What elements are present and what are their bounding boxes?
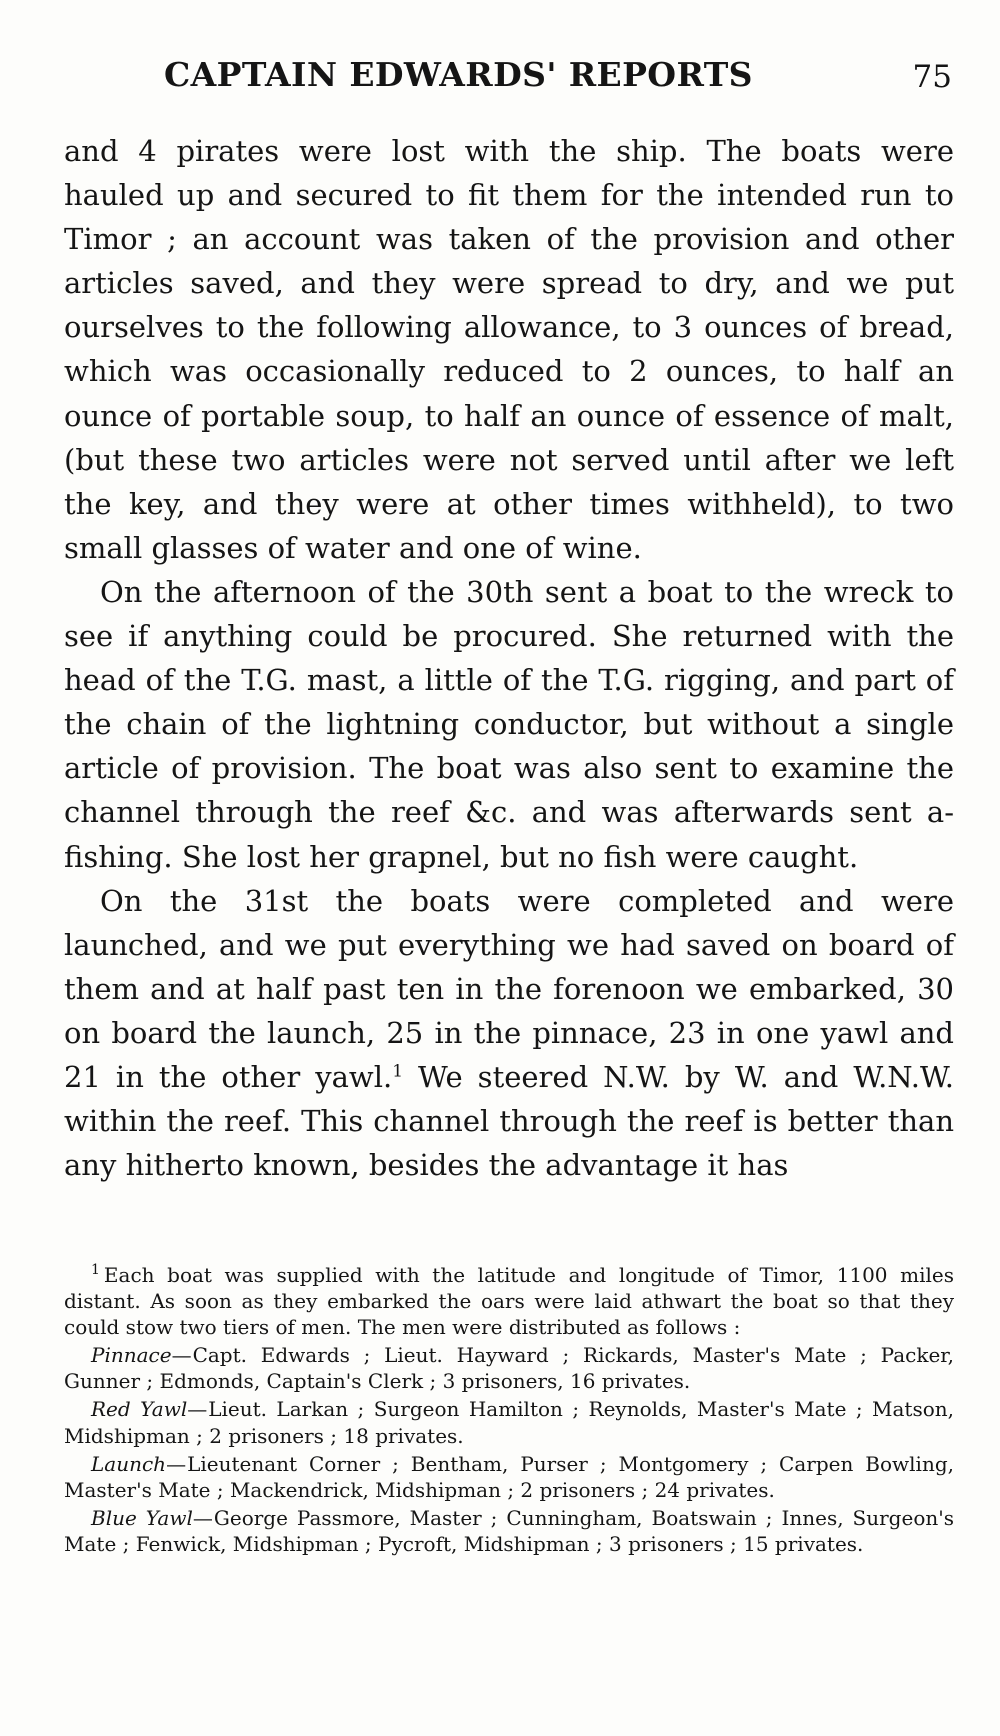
page-number: 75 [912,59,952,95]
boat-name: Blue Yawl [91,1505,193,1530]
paragraph-1: and 4 pirates were lost with the ship. The boats were hauled up and secured to fit them for the intended run to Timor ; an account was taken of the provision and other articles saved, and they were spread to dry, and we put ourselves to the following allowance, to 3 ounces of bread, which was occasionally reduced to 2 ounces, to half an ounce of portable soup, to half an ounce of essence of malt, (but these two articles were not served until after we left the key, and they were at other times withheld), to two small glasses of water and one of wine. [64,134,954,565]
footnote-mark: 1 [91,1262,100,1279]
boat-name: Pinnace [91,1343,172,1368]
footnotes [64,1262,954,1557]
crew-list-red-yawl: Red Yawl—Lieut. Larkan ; Surgeon Hamilton ; Reynolds, Master's Mate ; Matson, Midshipman ; 2 prisoners ; 18 privates. [64,1397,954,1448]
crew-members: George Passmore, Master ; Cunningham, Boatswain ; Innes, Surgeon's Mate ; Fenwick, Midshipman ; Pycroft, Midshipman ; 3 prisoners ; 15 privates. [64,1505,954,1556]
crew-members: Lieutenant Corner ; Bentham, Purser ; Montgomery ; Carpen Bowling, Master's Mate ; Mackendrick, Midshipman ; 2 prisoners ; 24 privates. [64,1451,954,1502]
paragraph-3-text-b: We steered N.W. by W. and W.N.W. within the reef. This channel through the reef is better than any hitherto known, besides the advantage it has [64,1059,954,1183]
main-text [64,129,954,1187]
page-header [64,55,954,115]
crew-members: Capt. Edwards ; Lieut. Hayward ; Rickards, Master's Mate ; Packer, Gunner ; Edmonds, Captain's Clerk ; 3 prisoners, 16 privates. [64,1343,954,1394]
crew-members: Lieut. Larkan ; Surgeon Hamilton ; Reynolds, Master's Mate ; Matson, Midshipman ; 2 prisoners ; 18 privates. [64,1397,954,1448]
crew-list-pinnace: Pinnace—Capt. Edwards ; Lieut. Hayward ; Rickards, Master's Mate ; Packer, Gunner ; Edmonds, Captain's Clerk ; 3 prisoners, 16 privates. [64,1343,954,1394]
footnote-intro-text: Each boat was supplied with the latitude and longitude of Timor, 1100 miles distant. As soon as they embarked the oars were laid athwart the boat so that they could stow two tiers of men. The men were distributed as follows : [64,1263,954,1340]
paragraph-2: On the afternoon of the 30th sent a boat to the wreck to see if anything could be procured. She returned with the head of the T.G. mast, a little of the T.G. rigging, and part of the chain of the lightning conductor, but without a single article of provision. The boat was also sent to examine the channel through the reef &c. and was afterwards sent a-fishing. She lost her grapnel, but no fish were caught. [64,574,954,874]
boat-name: Launch [91,1451,167,1476]
crew-list-blue-yawl: Blue Yawl—George Passmore, Master ; Cunningham, Boatswain ; Innes, Surgeon's Mate ; Fenwick, Midshipman ; Pycroft, Midshipman ; 3 prisoners ; 15 privates. [64,1505,954,1556]
boat-name: Red Yawl [91,1397,188,1422]
footnote-intro [64,1262,954,1340]
paragraph-3-text-a: On the 31st the boats were completed and were launched, and we put everything we had saved on board of them and at half past ten in the forenoon we embarked, 30 on board the launch, 25 in the pinnace, 23 in one yawl and 21 in the other yawl. [64,883,954,1094]
crew-list-launch: Launch—Lieutenant Corner ; Bentham, Purser ; Montgomery ; Carpen Bowling, Master's Mate ; Mackendrick, Midshipman ; 2 prisoners ; 24 privates. [64,1451,954,1502]
paragraph-3 [64,879,954,1188]
running-head: CAPTAIN EDWARDS' REPORTS [164,55,753,94]
footnote-reference: 1 [392,1061,404,1082]
